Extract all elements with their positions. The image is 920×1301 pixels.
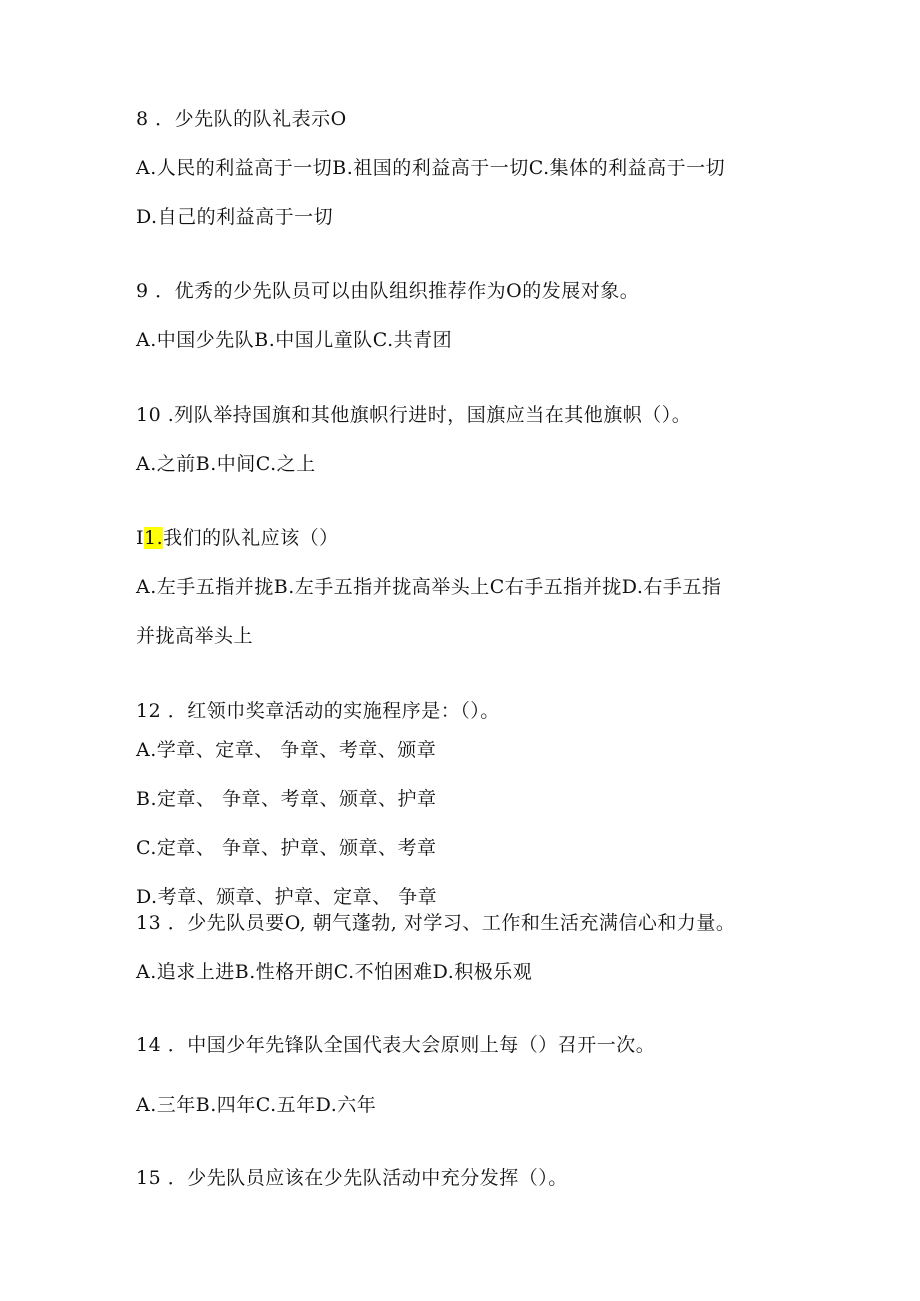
question-11-options-cont: 并拢高举头上 bbox=[136, 625, 254, 647]
question-11 bbox=[136, 525, 339, 551]
question-9-options: A.中国少先队B.中国儿童队C.共青团 bbox=[136, 329, 453, 351]
question-10: 10 .列队举持国旗和其他旗帜行进时，国旗应当在其他旗帜（）。 bbox=[136, 404, 692, 426]
question-13: 13 ．少先队员要O, 朝气蓬勃, 对学习、工作和生活充满信心和力量。 bbox=[136, 912, 736, 934]
question-10-options: A.之前B.中间C.之上 bbox=[136, 453, 316, 475]
question-12: 12 ．红领巾奖章活动的实施程序是：（）。 bbox=[136, 700, 500, 722]
question-8-options-abc: A.人民的利益高于一切B.祖国的利益高于一切C.集体的利益高于一切 bbox=[136, 157, 726, 179]
question-11-options: A.左手五指并拢B.左手五指并拢高举头上C右手五指并拢D.右手五指 bbox=[136, 576, 722, 598]
question-11-highlight: 1. bbox=[144, 527, 164, 549]
question-12-option-b: B.定章、 争章、考章、颁章、护章 bbox=[136, 788, 437, 810]
question-11-prefix: I bbox=[136, 527, 145, 549]
question-12-option-d: D.考章、颁章、护章、定章、 争章 bbox=[136, 886, 438, 908]
question-11-text: 我们的队礼应该（） bbox=[163, 527, 339, 549]
question-13-options: A.追求上进B.性格开朗C.不怕困难D.积极乐观 bbox=[136, 961, 533, 983]
question-12-option-a: A.学章、定章、 争章、考章、颁章 bbox=[136, 739, 437, 761]
question-8-option-d: D.自己的利益高于一切 bbox=[136, 206, 334, 228]
question-14: 14 ．中国少年先锋队全国代表大会原则上每（）召开一次。 bbox=[136, 1034, 656, 1056]
question-12-option-c: C.定章、 争章、护章、颁章、考章 bbox=[136, 837, 437, 859]
question-8: 8 ．少先队的队礼表示O bbox=[136, 108, 347, 130]
question-9: 9 ．优秀的少先队员可以由队组织推荐作为O的发展对象。 bbox=[136, 280, 640, 302]
question-15: 15 ．少先队员应该在少先队活动中充分发挥（）。 bbox=[136, 1167, 568, 1189]
question-14-options: A.三年B.四年C.五年D.六年 bbox=[136, 1094, 377, 1116]
